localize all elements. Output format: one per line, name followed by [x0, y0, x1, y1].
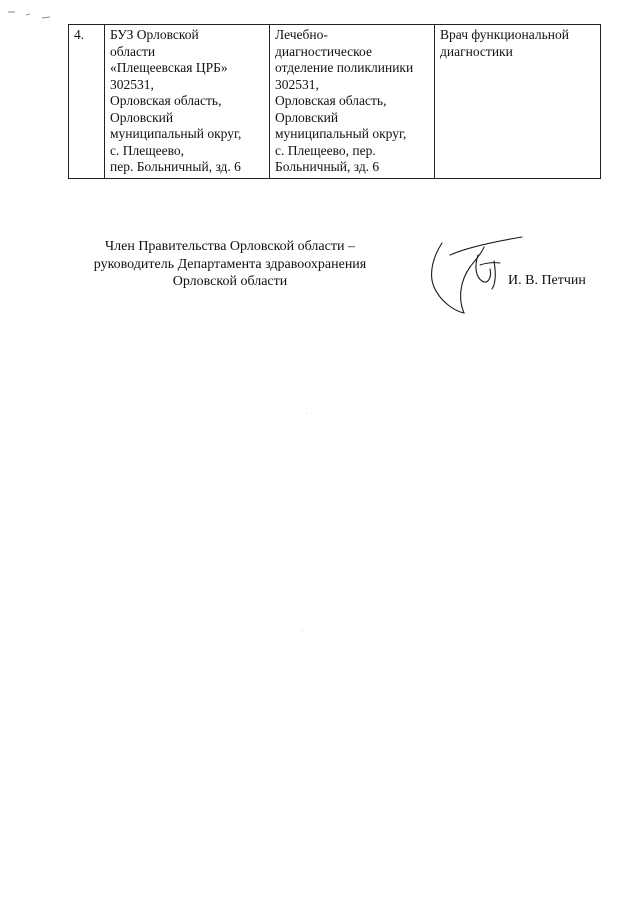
row-number: 4. — [69, 25, 105, 179]
signatory-title — [60, 238, 400, 291]
signatory-name: И. В. Петчин — [508, 273, 586, 288]
table-row — [69, 25, 601, 179]
signatory-title-line-1: Член Правительства Орловской области – — [105, 239, 355, 254]
scan-mark-icon — [6, 4, 66, 24]
signatory-title-line-2: руководитель Департамента здравоохранения — [93, 256, 367, 272]
position-cell: Врач функциональной диагностики — [435, 25, 601, 179]
scan-speck — [302, 630, 303, 631]
scan-speck — [306, 413, 307, 414]
department-cell: Лечебно- диагностическое отделение поликлиники 302531, Орловская область, Орловский муниципальный округ, с. Плещеево, пер. Больничный, зд. 6 — [270, 25, 435, 179]
signatory-title-line-3: Орловской области — [172, 274, 288, 289]
organization-cell: БУЗ Орловской области «Плещеевская ЦРБ» 302531, Орловская область, Орловский муниципальный округ, с. Плещеево, пер. Больничный, зд. 6 — [105, 25, 270, 179]
positions-table — [68, 24, 601, 179]
